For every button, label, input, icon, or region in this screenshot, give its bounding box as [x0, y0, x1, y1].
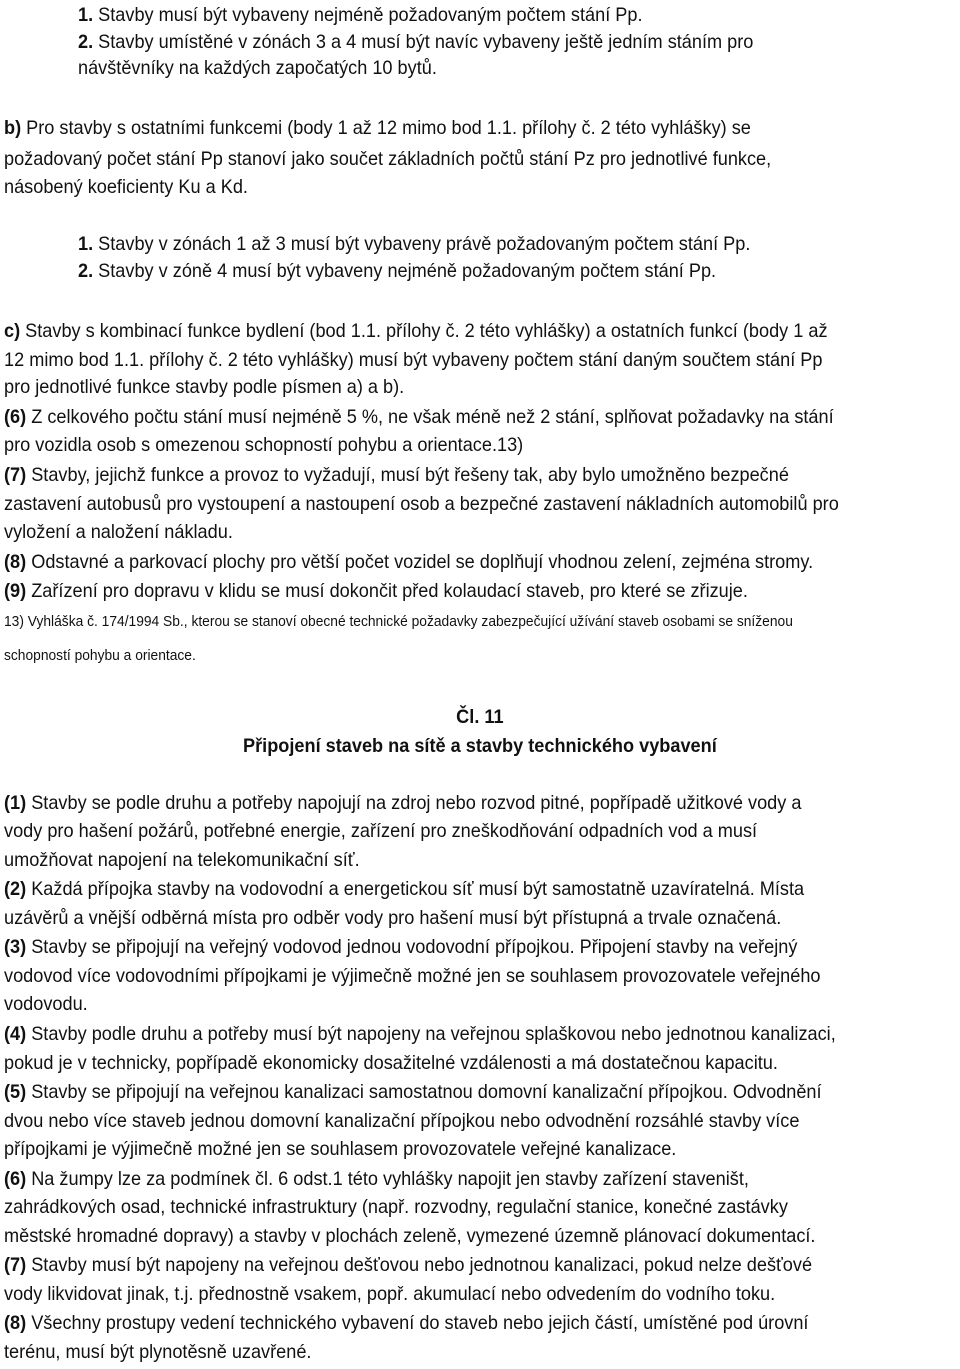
item-number: 1.: [78, 4, 94, 26]
paragraph-line: dvou nebo více staveb jednou domovní kanalizační přípojkou nebo odvodnění rozsáhlé stavby více: [4, 1110, 800, 1132]
paragraph-text: Stavby, jejichž funkce a provoz to vyžadují, musí být řešeny tak, aby bylo umožněno bezpečné: [26, 464, 789, 486]
paragraph-line: [4, 1021, 836, 1047]
paragraph-line: [4, 462, 789, 488]
item-text: Stavby v zóně 4 musí být vybaveny nejméně požadovaným počtem stání Pp.: [93, 260, 717, 282]
paragraph-number: (1): [4, 792, 27, 814]
section-c-line: [4, 318, 828, 344]
paragraph-line: přípojkami je výjimečně možné jen se souhlasem provozovatele veřejné kanalizace.: [4, 1138, 677, 1160]
paragraph-number: (4): [4, 1023, 27, 1045]
section-b-line: požadovaný počet stání Pp stanoví jako součet základních počtů stání Pz pro jednotlivé funkce,: [4, 148, 772, 170]
section-b-line: [4, 115, 751, 141]
paragraph-line: zahrádkových osad, technické infrastruktury (např. rozvodny, regulační stanice, konečné zastávky: [4, 1196, 788, 1218]
paragraph-line: vyložení a naložení nákladu.: [4, 521, 233, 543]
item-number: 2.: [78, 31, 94, 53]
paragraph-line: vody pro hašení požárů, potřebné energie, zařízení pro zneškodňování odpadních vod a musí: [4, 820, 758, 842]
list-item: [78, 29, 753, 55]
paragraph-number: (5): [4, 1081, 27, 1103]
item-text: Stavby musí být vybaveny nejméně požadovaným počtem stání Pp.: [93, 4, 643, 26]
paragraph-line: [4, 1079, 822, 1105]
paragraph-text: Na žumpy lze za podmínek čl. 6 odst.1 této vyhlášky napojit jen stavby zařízení staveništ,: [26, 1168, 749, 1190]
paragraph-text: Z celkového počtu stání musí nejméně 5 %, ne však méně než 2 stání, splňovat požadavky na stání: [26, 406, 834, 428]
item-text: Stavby v zónách 1 až 3 musí být vybaveny právě požadovaným počtem stání Pp.: [93, 233, 751, 255]
paragraph-line: městské hromadné dopravy) a stavby v plochách zeleně, vymezené územně plánovací dokumentací.: [4, 1225, 816, 1247]
list-item: [78, 2, 643, 28]
paragraph-line: terénu, musí být plynotěsně uzavřené.: [4, 1341, 312, 1363]
footnote-line: schopností pohybu a orientace.: [4, 647, 196, 664]
paragraph-line: [4, 549, 813, 575]
paragraph-line: [4, 934, 797, 960]
section-text: Stavby s kombinací funkce bydlení (bod 1.1. přílohy č. 2 této vyhlášky) a ostatních funkcí (body 1 až: [20, 320, 828, 342]
paragraph-line: [4, 1252, 812, 1278]
list-item-continuation: návštěvníky na každých započatých 10 bytů.: [78, 57, 437, 79]
list-item: [78, 231, 750, 257]
paragraph-number: (6): [4, 406, 27, 428]
paragraph-line: vodovod více vodovodními přípojkami je výjimečně možné jen se souhlasem provozovatele veřejného: [4, 965, 821, 987]
paragraph-text: Všechny prostupy vedení technického vybavení do staveb nebo jejich částí, umístěné pod úrovní: [26, 1312, 809, 1334]
list-item: [78, 258, 716, 284]
paragraph-line: [4, 1166, 749, 1192]
paragraph-line: [4, 404, 834, 430]
item-number: 2.: [78, 260, 94, 282]
article-title: Připojení staveb na sítě a stavby technického vybavení: [243, 735, 717, 757]
paragraph-line: pokud je v technicky, popřípadě ekonomicky dosažitelné vzdálenosti a má dostatečnou kapacitu.: [4, 1052, 778, 1074]
paragraph-line: uzávěrů a vnější odběrná místa pro odběr vody pro hašení musí být přístupná a trvale označená.: [4, 907, 782, 929]
paragraph-text: Stavby musí být napojeny na veřejnou dešťovou nebo jednotnou kanalizaci, pokud nelze dešťové: [26, 1254, 813, 1276]
paragraph-line: zastavení autobusů pro vystoupení a nastoupení osob a bezpečné zastavení nákladních automobilů pro: [4, 493, 839, 515]
paragraph-text: Stavby se podle druhu a potřeby napojují na zdroj nebo rozvod pitné, popřípadě užitkové vody a: [26, 792, 802, 814]
paragraph-number: (3): [4, 936, 27, 958]
paragraph-number: (2): [4, 878, 27, 900]
paragraph-text: Každá přípojka stavby na vodovodní a energetickou síť musí být samostatně uzavíratelná. Místa: [26, 878, 805, 900]
item-number: 1.: [78, 233, 94, 255]
paragraph-line: [4, 790, 801, 816]
paragraph-line: umožňovat napojení na telekomunikační síť.: [4, 849, 360, 871]
item-text: Stavby umístěné v zónách 3 a 4 musí být navíc vybaveny ještě jedním stáním pro: [93, 31, 754, 53]
paragraph-line: pro vozidla osob s omezenou schopností pohybu a orientace.13): [4, 434, 524, 456]
section-c-line: 12 mimo bod 1.1. přílohy č. 2 této vyhlášky) musí být vybaveny počtem stání daným součtem stání Pp: [4, 349, 823, 371]
article-number: Čl. 11: [456, 706, 504, 728]
paragraph-number: (8): [4, 551, 27, 573]
section-marker: b): [4, 117, 22, 139]
paragraph-text: Stavby se připojují na veřejnou kanalizaci samostatnou domovní kanalizační přípojkou. Odvodnění: [26, 1081, 822, 1103]
paragraph-number: (8): [4, 1312, 27, 1334]
paragraph-line: [4, 578, 748, 604]
section-marker: c): [4, 320, 21, 342]
section-c-line: pro jednotlivé funkce stavby podle písmen a) a b).: [4, 376, 405, 398]
paragraph-number: (7): [4, 1254, 27, 1276]
section-text: Pro stavby s ostatními funkcemi (body 1 až 12 mimo bod 1.1. přílohy č. 2 této vyhlášky) se: [21, 117, 751, 139]
paragraph-line: vodovodu.: [4, 993, 88, 1015]
paragraph-line: [4, 1310, 808, 1336]
footnote-line: 13) Vyhláška č. 174/1994 Sb., kterou se stanoví obecné technické požadavky zabezpečující užívání staveb osobami se sníženou: [4, 613, 793, 630]
paragraph-line: vody likvidovat jinak, t.j. přednostně vsakem, popř. akumulací nebo odvedením do vodního toku.: [4, 1283, 776, 1305]
paragraph-text: Stavby se připojují na veřejný vodovod jednou vodovodní přípojkou. Připojení stavby na veřejný: [26, 936, 798, 958]
paragraph-text: Stavby podle druhu a potřeby musí být napojeny na veřejnou splaškovou nebo jednotnou kanalizaci,: [26, 1023, 836, 1045]
paragraph-line: [4, 876, 804, 902]
paragraph-number: (9): [4, 580, 27, 602]
paragraph-number: (7): [4, 464, 27, 486]
section-b-line: násobený koeficienty Ku a Kd.: [4, 176, 248, 198]
paragraph-text: Odstavné a parkovací plochy pro větší počet vozidel se doplňují vhodnou zelení, zejména stromy.: [26, 551, 814, 573]
paragraph-text: Zařízení pro dopravu v klidu se musí dokončit před kolaudací staveb, pro které se zřizuje.: [26, 580, 748, 602]
paragraph-number: (6): [4, 1168, 27, 1190]
